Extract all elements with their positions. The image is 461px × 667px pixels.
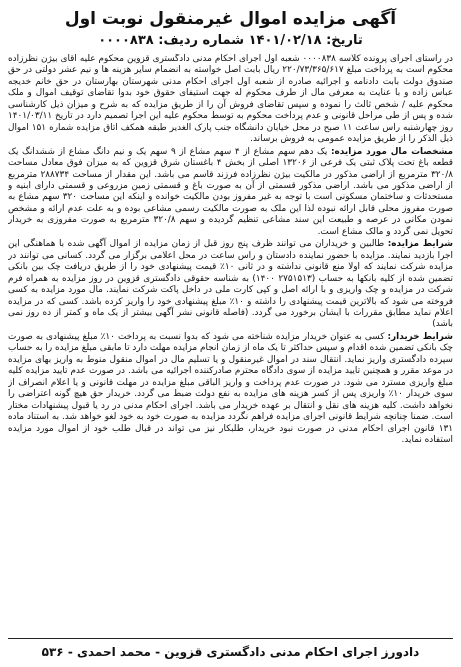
buyer-terms-label: شرایط خریدار: — [387, 331, 453, 342]
property-specs-text: یک دهم سهم مشاع از ۴ سهم مشاع از ۹ سهم یک و نیم دانگ مشاع از ششدانگ یک قطعه باغ تحت پلاک ثبتی یک فرعی از ۱۳۲۰۶ اصلی از بخش ۴ باغستان شرق قزوین که به میزان فوق معادل مساحت ۳۲۰/۸ مترمربع از اراضی مذکور در مالکیت بیژن نظرزاده فرزند قاسم می باشد. این مقدار از مساحت ۲۸۸۷۳۴ مترمربع از اراضی مذکور می باشد. اراضی مذکور قسمتی از آن به صورت باغ و قسمتی زمین مزروعی و قسمتی دارای ابنیه و مستحدثات و ساختمان مسکونی است با توجه به غیر مفروز بودن مالکیت خوانده و اینکه این مساحت ۳۲۰ سهم مشاع به صورت مفروز محلی قابل ارائه نبوده لذا این ملک به صورت مالکیت رسمی مشاعی بوده و به علت عدم ارائه و مشخص نمودن مکانی در عرصه و طبیعت این سند مشاعی تنظیم گردیده و سهم ۳۲۰/۸ مترمربع به صورت مفروزی به خریدار تحویل نمی گردد و مالک مشاع است. — [8, 146, 453, 237]
notice-body — [8, 54, 453, 635]
auction-terms-paragraph — [8, 239, 453, 331]
auction-terms-text: طالبین و خریداران می توانند ظرف پنج روز قبل از زمان مزایده از اموال آگهی شده با هماهنگی این اجرا بازدید نمایند. مزایده با حضور نماینده دادستان و راس ساعت در محل اعلامی برگزار می گردد. کسانی می توانند در مزایده شرکت نمایند که اولا منع قانونی نداشته و در ثانی ۱۰٪ قیمت پیشنهادی خود را از طریق دریافت چک بین بانکی تضمین شده از کلیه بانکها به حساب (۲۷۵۱۵۱۳ ۱۴۰۰) به شناسه حقوقی دادگستری قزوین در روز مزایده به همراه فرم شرکت در مزایده و چک واریزی و با ارائه اصل و کپی کارت ملی در داخل پاکت شرکت نمایند. مال مورد مزایده به کسی فروخته می شود که بالاترین قیمت پیشنهادی را داشته و ۱۰٪ مبلغ پیشنهادی خود را واریز کرده باشد. کسی که در مزایده اعلام نماید مطابق مقررات با ایشان برخورد می گردد. (فاصله قانونی نشر آگهی بیشتر از یک ماه و کمتر از ده روز نمی باشد) — [8, 239, 453, 330]
buyer-terms-paragraph — [8, 332, 453, 447]
notice-signature: دادورز اجرای احکام مدنی دادگستری قزوین - محمد احمدی - ۵۳۶ — [8, 638, 453, 661]
property-specs-label: مشخصات مال مورد مزایده: — [330, 146, 453, 157]
intro-paragraph: در راستای اجرای پرونده کلاسه ۰۰۰۰۸۳۸ شعبه اول اجرای احکام مدنی دادگستری قزوین محکوم علیه آقای بیژن نظرزاده محکوم است به پرداخت مبلغ ۲۲۰/۷۳/۳۶۵/۶۱۷ ریال بابت اصل خواسته به انضمام سایر هزینه ها و نیم عشر دولتی در حق صندوق دولت بابت دادنامه و اجرائیه صادره از شعبه اول اجرای احکام مدنی شهرستان بهارستان در حق خانم خدیجه عباس زاده و با عنایت به معرفی مال از طرف محکوم له جهت استیفای حقوق خود بدوا تقاضای توقیف اموال و ملک محکوم علیه / شخص ثالث را نموده و سپس تقاضای فروش آن را از طریق مزایده که به شرح و میزان ذیل کارشناسی شده و پس از طی مراحل قانونی و عدم پرداخت محکوم به توسط محکوم علیه این اجرا تصمیم دارد در تاریخ ۱۴۰۱/۰۳/۱۱ روز چهارشنبه راس ساعت ۱۱ صبح در محل خیابان دانشگاه جنب پارک الغدیر طبقه همکف اتاق مزایده شماره ۱۵۱ اموال ذیل الذکر را از طریق مزایده عمومی به فروش برساند. — [8, 54, 453, 145]
auction-terms-label: شرایط مزایده: — [387, 239, 453, 250]
property-specs-paragraph — [8, 147, 453, 239]
notice-title: آگهی مزایده اموال غیرمنقول نوبت اول — [64, 9, 397, 29]
notice-date-and-number: تاریخ: ۱۴۰۱/۰۲/۱۸ شماره ردیف: ۰۰۰۰۸۳۸ — [98, 33, 363, 48]
buyer-terms-text: کسی به عنوان خریدار مزایده شناخته می شود که بدوا نسبت به پرداخت ۱۰٪ مبلغ پیشنهادی به صورت چک بانکی تضمین شده اقدام و سپس حداکثر تا یک ماه از زمان انجام مزایده مهلت دارد تا مابقی مبلغ مزایده را به حساب سپرده دادگستری واریز نماید. انتقال سند در اموال غیرمنقول و یا تسلیم مال در اموال منقول منوط به واریز بهای مزایده در موعد مقرر و همچنین تایید مزایده از سوی دادگاه محترم صادرکننده اجرائیه می باشد. در صورت عدم تایید مزایده کلیه مبلغ واریزی مسترد می شود. در صورت عدم پرداخت و واریز الباقی مبلغ مزایده در مهلت قانونی و یا اعلام انصراف از سوی خریدار ۱۰٪ واریزی پس از کسر هزینه های مزایده به نفع دولت ضبط می گردد. خریدار حق هیچ گونه اعتراضی را نخواهد داشت. کلیه هزینه های نقل و انتقال بر عهده خریدار می باشد. اجرای احکام مدنی در رد یا قبول پیشنهادات مختار است. ضمنا چنانچه شرایط قانونی اجرای مزایده فراهم نگردد مزایده به صورت خود به خود لغو خواهد شد. به استناد ماده ۱۳۱ قانون اجرای احکام مدنی در صورت نبود خریدار، طلبکار نیز می تواند در قبال طلب خود از اموال مورد مزایده استفاده نماید. — [8, 331, 453, 445]
